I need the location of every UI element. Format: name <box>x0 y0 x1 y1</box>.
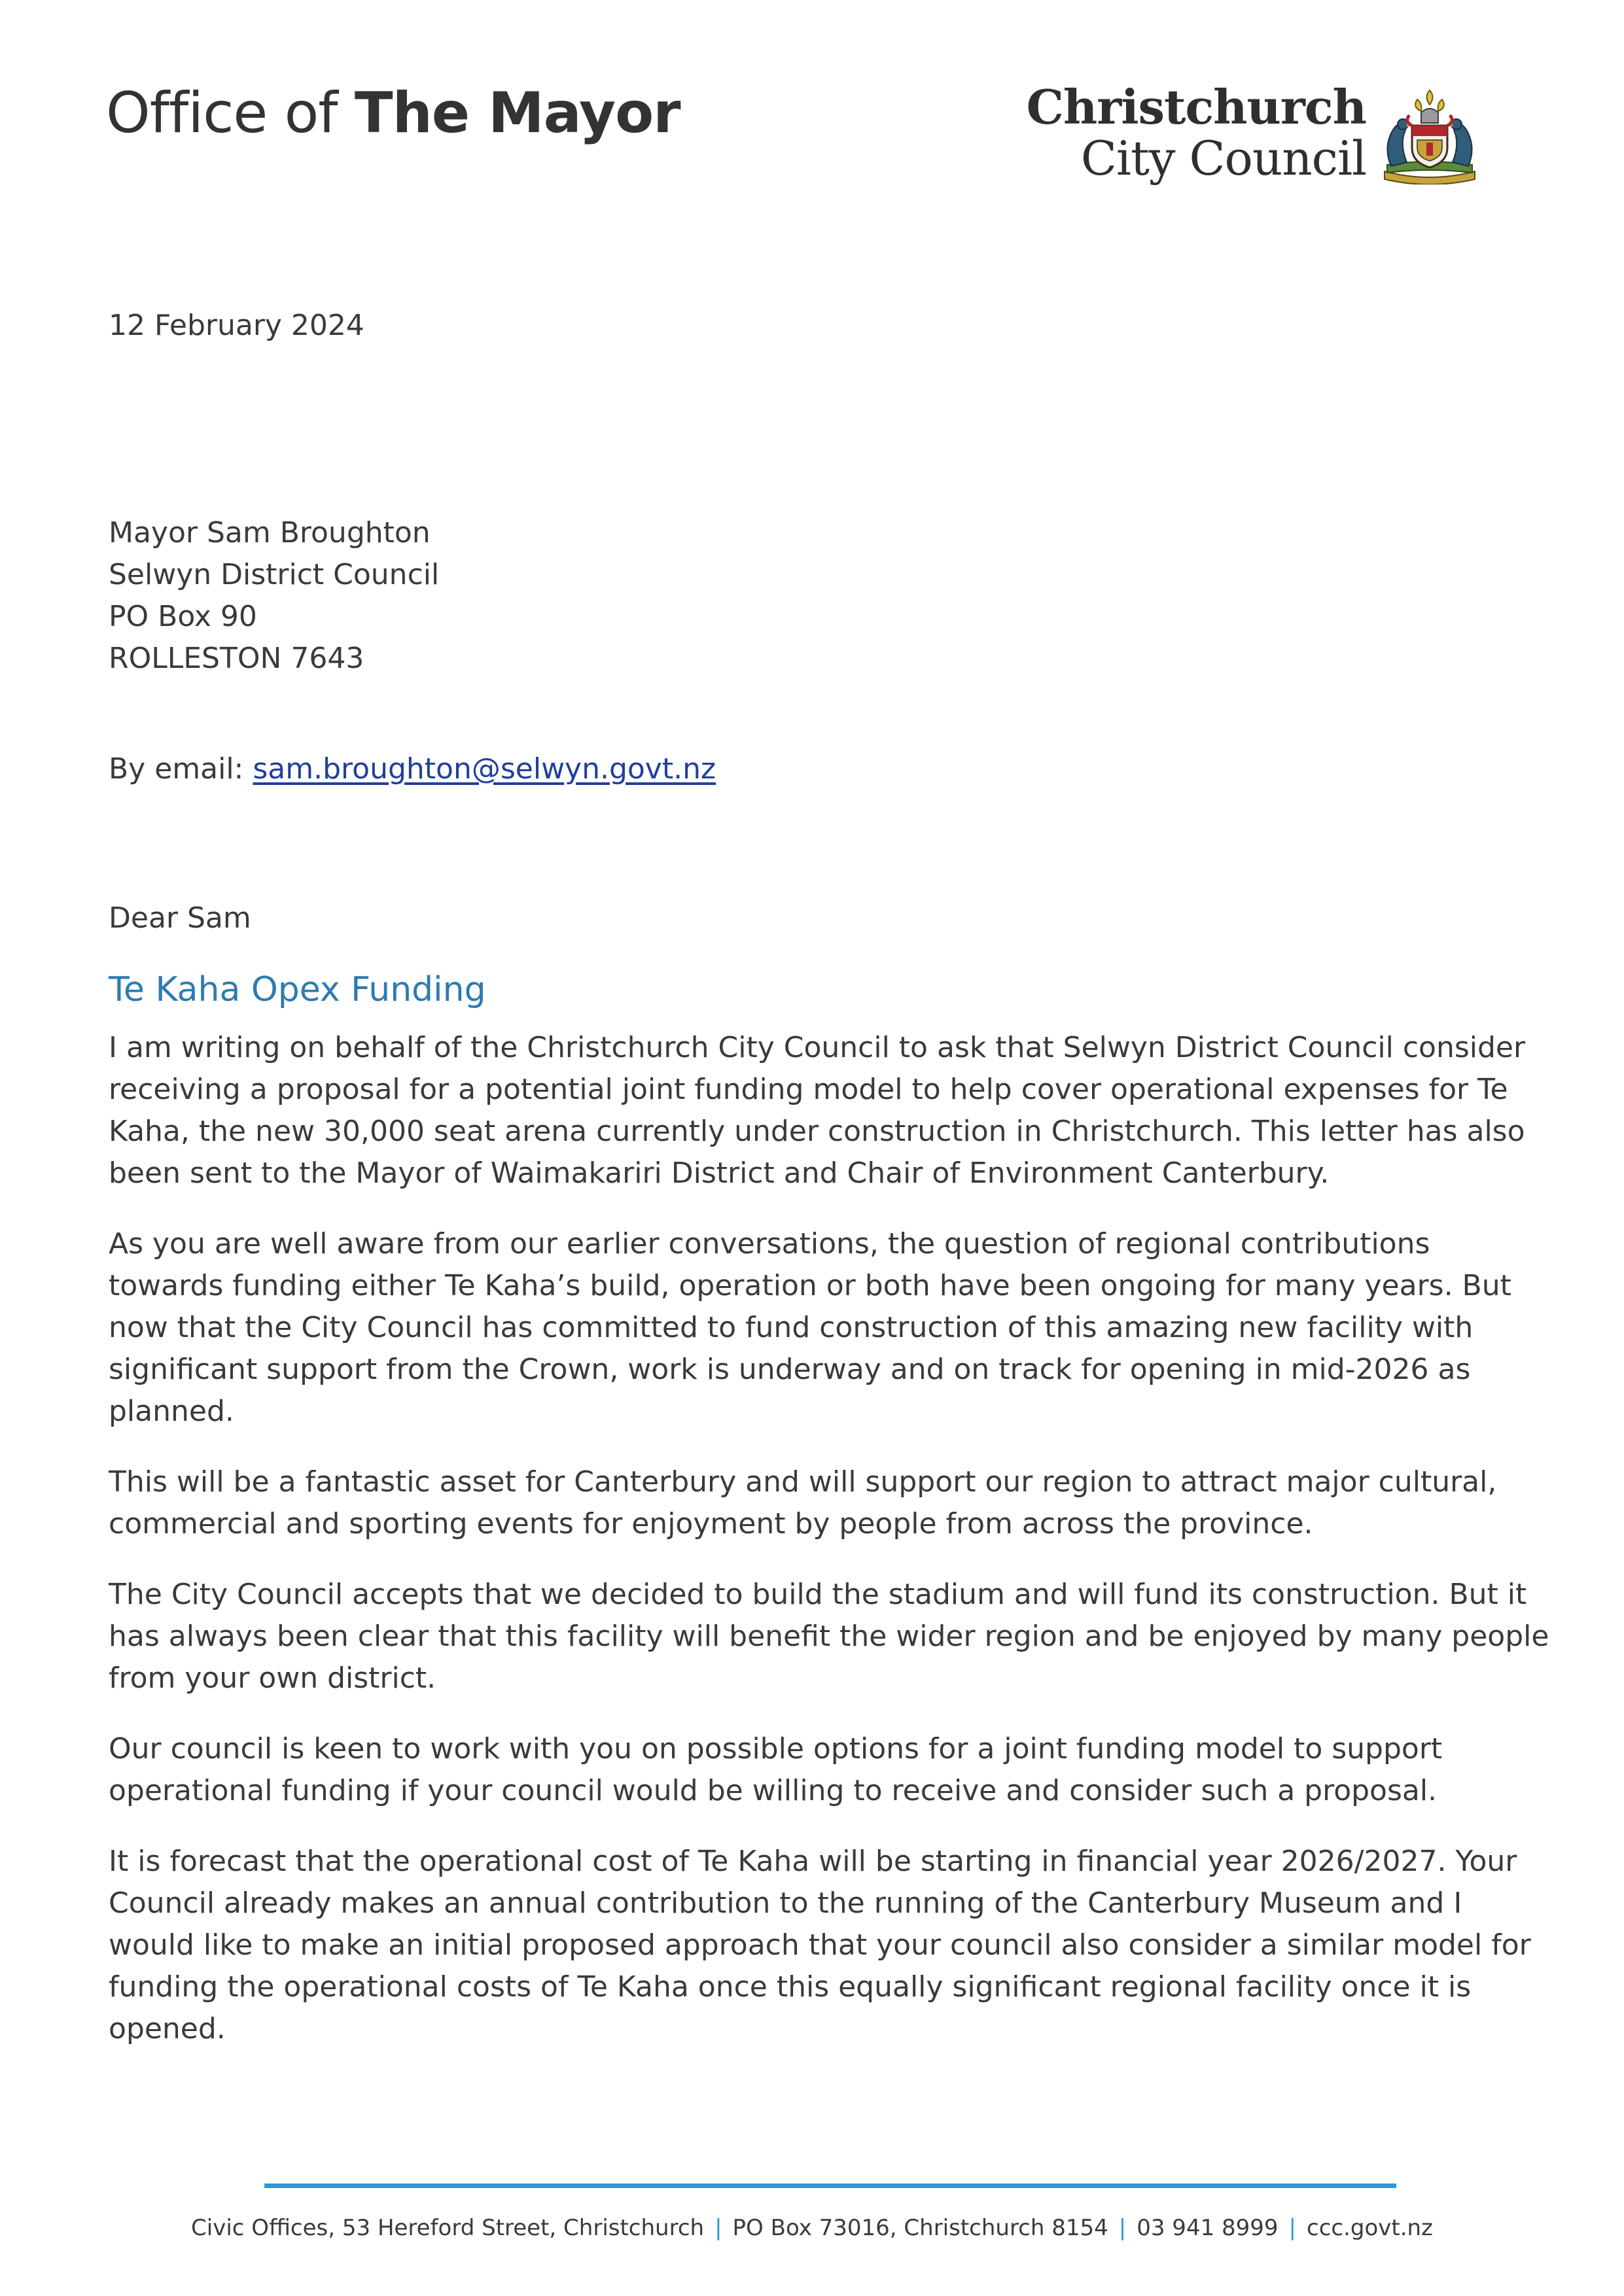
paragraph-line: It is forecast that the operational cost of Te Kaha will be starting in financial year 2026/2027. Your <box>109 1845 1517 1878</box>
council-logo <box>1026 79 1481 192</box>
footer-address: Civic Offices, 53 Hereford Street, Christchurch <box>191 2215 705 2241</box>
paragraph-line: has always been clear that this facility will benefit the wider region and be enjoyed by many people <box>109 1620 1549 1653</box>
recipient-po-box: PO Box 90 <box>109 600 257 633</box>
footer-separator: | <box>715 2215 722 2241</box>
paragraph-line: would like to make an initial proposed approach that your council also consider a similar model for <box>109 1928 1531 1962</box>
paragraph-line: significant support from the Crown, work is underway and on track for opening in mid-2026 as <box>109 1353 1471 1386</box>
letter-date: 12 February 2024 <box>109 309 364 342</box>
paragraph-line: funding the operational costs of Te Kaha once this equally significant regional facility once it is <box>109 1970 1472 2004</box>
paragraph-line: As you are well aware from our earlier conversations, the question of regional contributions <box>109 1227 1430 1261</box>
council-name-line2: City Council <box>1080 131 1366 186</box>
paragraph-line: opened. <box>109 2012 226 2045</box>
footer-po-box: PO Box 73016, Christchurch 8154 <box>732 2215 1108 2241</box>
recipient-address <box>109 512 1476 680</box>
paragraph-line: operational funding if your council would be willing to receive and consider such a proposal. <box>109 1774 1438 1807</box>
paragraph-1 <box>109 1027 1526 1194</box>
footer-divider <box>264 2183 1396 2188</box>
salutation: Dear Sam <box>109 901 251 935</box>
footer-contact <box>0 2214 1624 2242</box>
paragraph-5 <box>109 1728 1489 1812</box>
recipient-town: ROLLESTON 7643 <box>109 642 364 675</box>
recipient-organisation: Selwyn District Council <box>109 558 440 591</box>
council-name-line1: Christchurch <box>1026 79 1366 135</box>
paragraph-line: from your own district. <box>109 1661 436 1695</box>
paragraph-line: commercial and sporting events for enjoyment by people from across the province. <box>109 1507 1313 1540</box>
paragraph-line: Council already makes an annual contribution to the running of the Canterbury Museum and I <box>109 1887 1462 1920</box>
office-of-the-mayor-heading <box>106 77 680 149</box>
paragraph-line: now that the City Council has committed to fund construction of this amazing new facility with <box>109 1311 1474 1344</box>
paragraph-2 <box>109 1223 1511 1433</box>
council-name <box>1026 79 1366 186</box>
paragraph-line: receiving a proposal for a potential joint funding model to help cover operational expenses for Te <box>109 1073 1508 1106</box>
footer-separator: | <box>1118 2215 1127 2241</box>
paragraph-line: Our council is keen to work with you on possible options for a joint funding model to support <box>109 1732 1443 1765</box>
email-link[interactable]: sam.broughton@selwyn.govt.nz <box>253 752 716 786</box>
subject-heading: Te Kaha Opex Funding <box>109 970 486 1009</box>
paragraph-6 <box>109 1841 1531 2050</box>
footer-phone: 03 941 8999 <box>1137 2215 1279 2241</box>
paragraph-line: I am writing on behalf of the Christchurch City Council to ask that Selwyn District Council consider <box>109 1031 1526 1064</box>
paragraph-4 <box>109 1574 1549 1699</box>
paragraph-line: been sent to the Mayor of Waimakariri District and Chair of Environment Canterbury. <box>109 1157 1330 1190</box>
paragraph-line: Kaha, the new 30,000 seat arena currently under construction in Christchurch. This letter has also <box>109 1115 1525 1148</box>
office-title: The Mayor <box>354 80 680 146</box>
footer-website: ccc.govt.nz <box>1307 2215 1433 2241</box>
paragraph-line: The City Council accepts that we decided to build the stadium and will fund its construction. But it <box>109 1578 1527 1611</box>
paragraph-line: towards funding either Te Kaha’s build, operation or both have been ongoing for many years. But <box>109 1269 1511 1302</box>
paragraph-line: planned. <box>109 1395 234 1428</box>
email-label: By email: <box>109 752 253 786</box>
paragraph-line: This will be a fantastic asset for Canterbury and will support our region to attract major cultural, <box>109 1465 1497 1499</box>
footer-separator: | <box>1288 2215 1297 2241</box>
coat-of-arms-icon <box>1378 85 1481 184</box>
letter-body <box>109 1027 1549 2079</box>
office-prefix: Office of <box>106 80 355 146</box>
recipient-name: Mayor Sam Broughton <box>109 516 431 549</box>
paragraph-3 <box>109 1461 1497 1545</box>
email-line <box>109 748 1476 790</box>
